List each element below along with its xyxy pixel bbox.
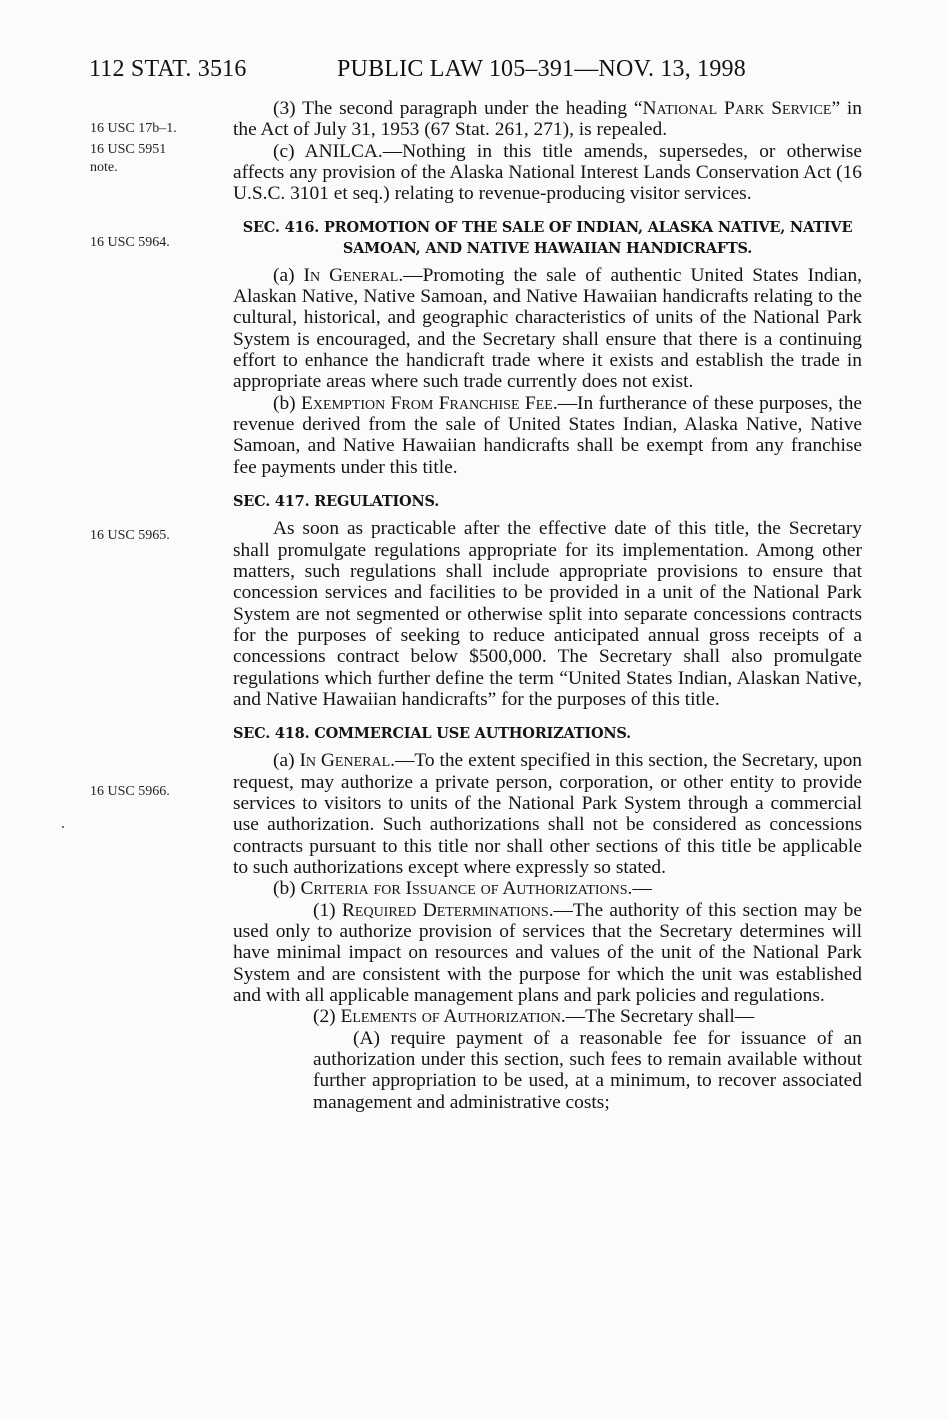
margin-note-5964: 16 USC 5964. [90,235,170,250]
section-417-text: As soon as practicable after the effective date of this title, the Secretary shall promulgate regulations appropriate for its implementation. Among other matters, such regulations shall include appropriate provisions to ensure that concession services and facilities to be provided in a unit of the National Park System are not segmented or otherwise split into separate concessions contracts for the purposes of seeking to reduce anticipated annual gross receipts of a concessions contract below $500,000. The Secretary shall also promulgate regulations which further define the term “United States Indian, Alaskan Native, and Native Hawaiian handicrafts” for the purposes of this title. [233,518,862,710]
statute-reference: 112 STAT. 3516 [89,56,247,82]
document-body [233,98,862,1113]
margin-note-17b: 16 USC 17b–1. [90,121,177,136]
section-416-b: (b) Exemption From Franchise Fee.—In furtherance of these purposes, the revenue derived from the sale of United States Indian, Alaska Native, Native Samoan, and Native Hawaiian handicrafts shall be exempt from any franchise fee payments under this title. [233,392,863,478]
section-418-a: (a) In General.—To the extent specified in this section, the Secretary, upon request, may authorize a private person, corporation, or other entity to provide services to visitors to units of the National Park System through a commercial use authorization. Such authorizations shall not be considered as concessions contracts pursuant to this title nor shall other sections of this title be applicable to such authorizations except where expressly so stated. [233,750,862,878]
section-417-heading: SEC. 417. REGULATIONS. [233,493,440,511]
section-418-b-2-A: (A) require payment of a reasonable fee for issuance of an authorization under this section, such fees to remain available without further appropriation to be used, at a minimum, to recover associated management and administrative costs; [313,1027,862,1113]
margin-note-5966: 16 USC 5966. [90,784,170,799]
public-law-reference: PUBLIC LAW 105–391—NOV. 13, 1998 [337,56,746,82]
section-416-heading: SEC. 416. PROMOTION OF THE SALE OF INDIAN, ALASKA NATIVE, NATIVE SAMOAN, AND NATIVE HAWAIIAN HANDICRAFTS. [242,218,853,257]
margin-note-5965: 16 USC 5965. [90,528,170,543]
paragraph-3: (3) The second paragraph under the heading “National Park Service” in the Act of July 31, 1953 (67 Stat. 261, 271), is repealed. [233,98,862,141]
margin-note-5951-note: note. [90,160,118,175]
section-418-b: (b) Criteria for Issuance of Authorizations.— [273,878,652,900]
section-418-b-2: (2) Elements of Authorization.—The Secretary shall— [313,1006,755,1028]
section-418-heading: SEC. 418. COMMERCIAL USE AUTHORIZATIONS. [233,725,632,743]
section-416-a: (a) In General.—Promoting the sale of authentic United States Indian, Alaskan Native, Native Samoan, and Native Hawaiian handicrafts relating to the cultural, historical, and geographic characteristics of units of the National Park System is encouraged, and the Secretary shall ensure that there is a continuing effort to enhance the handicraft trade where it exists and establish the trade in appropriate areas where such trade currently does not exist. [233,264,862,393]
scan-speck [62,826,64,828]
margin-note-5951: 16 USC 5951 [90,142,167,157]
subsection-c-anilca: (c) ANILCA.—Nothing in this title amends, supersedes, or otherwise affects any provision of the Alaska National Interest Lands Conservation Act (16 U.S.C. 3101 et seq.) relating to revenue-producing visitor services. [233,140,862,205]
section-418-b-1: (1) Required Determinations.—The authority of this section may be used only to authorize provision of services that the Secretary determines will have minimal impact on resources and values of the unit of the National Park System and are consistent with the purpose for which the unit was established and with all applicable management plans and park policies and regulations. [233,899,862,1007]
